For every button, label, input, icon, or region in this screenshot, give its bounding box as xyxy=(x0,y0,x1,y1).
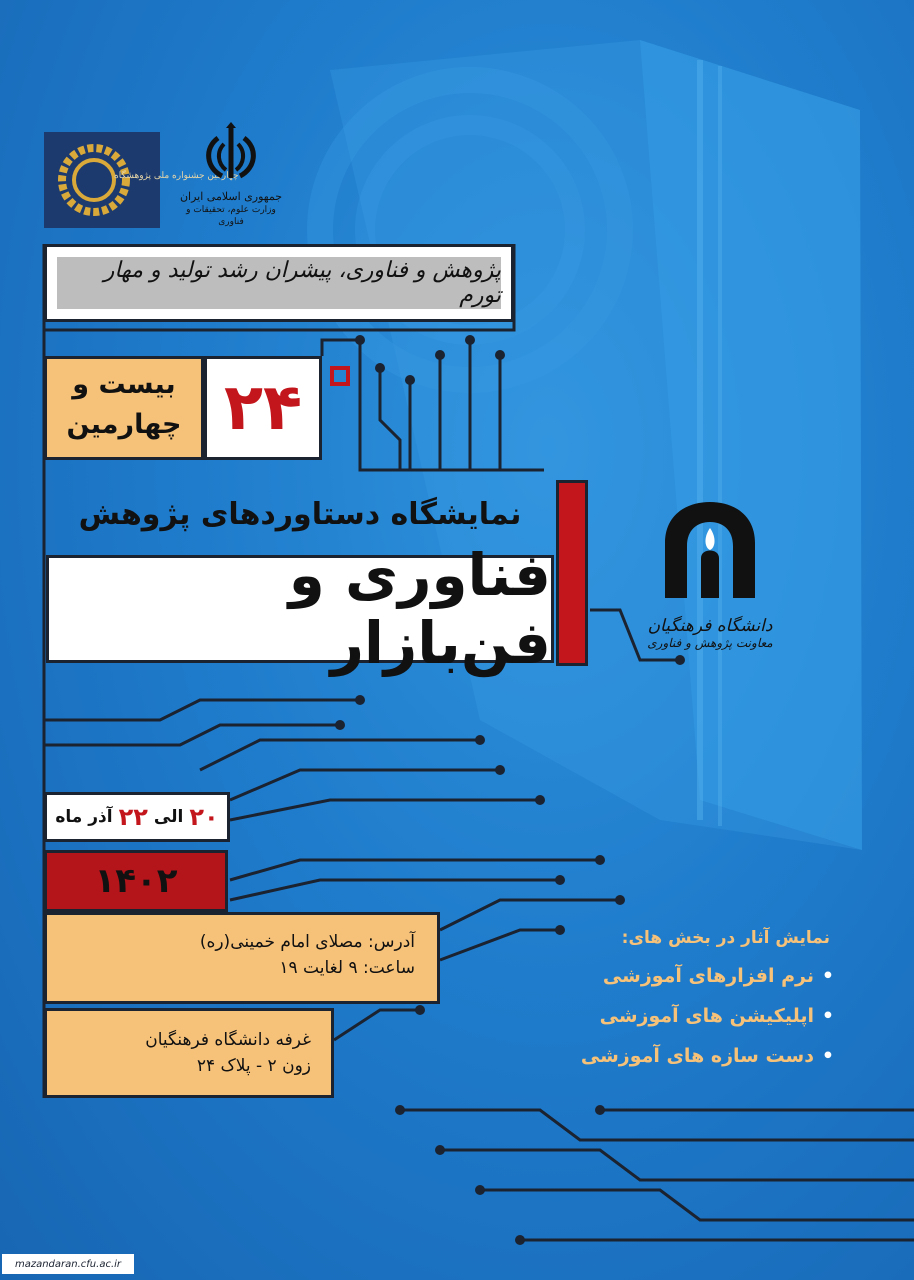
exhibition-title: نمایشگاه دستاوردهای پژوهش xyxy=(78,496,522,532)
edition-number: ۲۴ xyxy=(204,356,322,460)
year-box: ۱۴۰۲ xyxy=(44,850,228,912)
date-between: الی xyxy=(153,807,184,827)
date-to: ۲۲ xyxy=(118,803,148,831)
square-icon xyxy=(330,366,350,386)
university-deputy: معاونت پژوهش و فناوری xyxy=(647,636,773,650)
ordinal-line1: بیست و xyxy=(72,369,176,400)
university-name: دانشگاه فرهنگیان xyxy=(647,616,773,636)
ordinal-box xyxy=(44,356,204,460)
date-from: ۲۰ xyxy=(189,803,219,831)
slogan-box xyxy=(44,244,514,322)
date-month: آذر ماه xyxy=(55,807,113,827)
address-line: آدرس: مصلای امام خمینی(ره) xyxy=(199,932,415,952)
hours-line: ساعت: ۹ لغایت ۱۹ xyxy=(279,958,415,978)
iran-emblem-icon xyxy=(198,122,264,184)
red-accent-bar xyxy=(556,480,588,666)
sections-heading: نمایش آثار در بخش های: xyxy=(621,928,830,948)
farhangian-university-logo xyxy=(620,498,800,708)
section-item: • نرم افزارهای آموزشی xyxy=(530,956,814,996)
ministry-title: وزارت علوم، تحقیقات و فناوری xyxy=(186,205,276,227)
festival-logo-text: چهارمین جشنواره ملی پژوهشگاه xyxy=(114,171,239,181)
sections-list xyxy=(530,928,840,1076)
date-box xyxy=(44,792,230,842)
slogan-text: پژوهش و فناوری، پیشران رشد تولید و مهار تورم xyxy=(57,257,501,309)
booth-zone: زون ۲ - پلاک ۲۴ xyxy=(196,1056,311,1076)
iran-ministry-logo xyxy=(176,122,286,240)
section-item: • اپلیکیشن های آموزشی xyxy=(530,996,814,1036)
booth-name: غرفه دانشگاه فرهنگیان xyxy=(145,1030,311,1050)
ordinal-line2: چهارمین xyxy=(66,409,182,440)
address-box xyxy=(44,912,440,1004)
university-emblem-icon xyxy=(655,498,765,608)
booth-box xyxy=(44,1008,334,1098)
section-item: • دست سازه های آموزشی xyxy=(530,1036,814,1076)
website-url[interactable]: mazandaran.cfu.ac.ir xyxy=(2,1254,134,1274)
iran-title: جمهوری اسلامی ایران xyxy=(179,190,283,203)
exhibition-subtitle: فناوری و فن‌بازار xyxy=(46,555,554,663)
